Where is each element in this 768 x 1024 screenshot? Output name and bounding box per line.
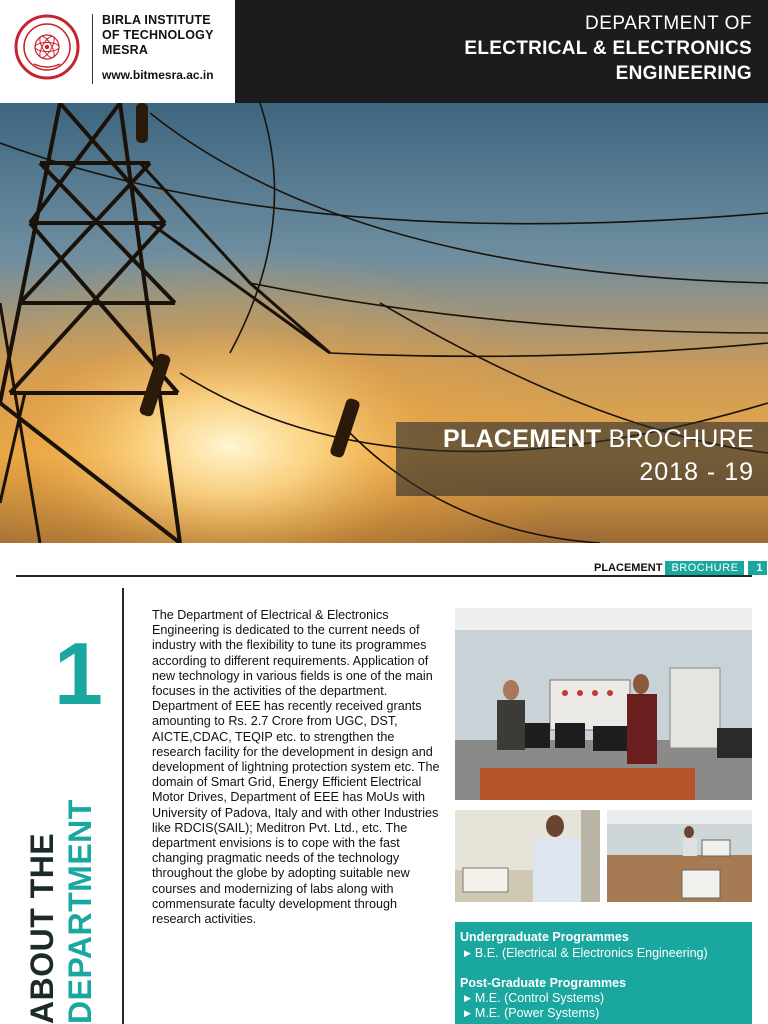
department-title [464,12,752,86]
ug-programme-item [464,946,708,960]
section-number: 1 [54,624,103,723]
top-header-bar [0,0,768,103]
institute-seal-icon [14,14,80,80]
section-heading-line1: ABOUT THE [24,832,60,1024]
pg-programmes-heading: Post-Graduate Programmes [460,976,627,990]
department-title-line1: DEPARTMENT OF [585,13,752,34]
ribbon-placement-label: PLACEMENT [594,562,663,574]
page-number: 1 [748,561,766,575]
ribbon-brochure-label: BROCHURE [665,561,744,575]
hero-image-power-lines [0,103,768,543]
section-heading [24,604,100,1024]
department-description: The Department of Electrical & Electronics Engineering is dedicated to the current needs of industry with the flexibility to tune its programmes according to different requirements. Application of new technology in various fields is one of the main focuses in the activities of the department. Department of EEE has recently received grants amounting to Rs. 2.7 Crore from UGC, DST, AICTE,CDAC, TEQIP etc. to strengthen the research facility for the development in design and development of lightning protection system etc. The domain of Smart Grid, Energy Efficient Electrical Motor Drives, Department of EEE has MoUs with University of Padova, Italy and with other Industries like RDCIS(SAIL); Meditron Pvt. Ltd., etc. The department envisions is to cope with the fast changing pragmatic needs of the technology throughout the globe by adopting suitable new courses and modernizing of labs along with commensurate faculty development through research activities. [152,608,440,927]
pg-programme-item [464,1006,599,1020]
bullet-triangle-icon: ▶ [464,948,471,958]
section-heading-line2: DEPARTMENT [62,799,98,1024]
ug-programmes-heading: Undergraduate Programmes [460,930,629,944]
bullet-triangle-icon: ▶ [464,1008,471,1018]
brochure-year: 2018 - 19 [639,458,754,486]
brochure-title [443,425,754,454]
bullet-triangle-icon: ▶ [464,993,471,1003]
institute-logo-block [0,0,235,103]
pg-programme-item [464,991,604,1005]
department-title-line2: ELECTRICAL & ELECTRONICS [464,38,752,59]
institute-name-line3: MESRA [102,43,149,57]
pg-programme-label: M.E. (Control Systems) [474,991,605,1005]
logo-divider [92,14,93,84]
institute-name-line2: OF TECHNOLOGY [102,28,214,42]
lab-photo-student [455,810,600,902]
brochure-title-rest: BROCHURE [601,425,754,453]
institute-website: www.bitmesra.ac.in [102,68,214,82]
brochure-title-bold: PLACEMENT [443,425,602,453]
page-ribbon-tag [594,560,767,576]
institute-name [102,13,214,58]
pg-programme-label: M.E. (Power Systems) [474,1006,600,1020]
section-vertical-divider [122,588,124,1024]
lab-photo-faculty [455,608,752,800]
lab-photo-equipment [607,810,752,902]
programmes-box [455,922,752,1024]
institute-name-line1: BIRLA INSTITUTE [102,13,211,27]
department-title-line3: ENGINEERING [615,63,752,84]
ug-programme-label: B.E. (Electrical & Electronics Engineering) [474,946,708,960]
